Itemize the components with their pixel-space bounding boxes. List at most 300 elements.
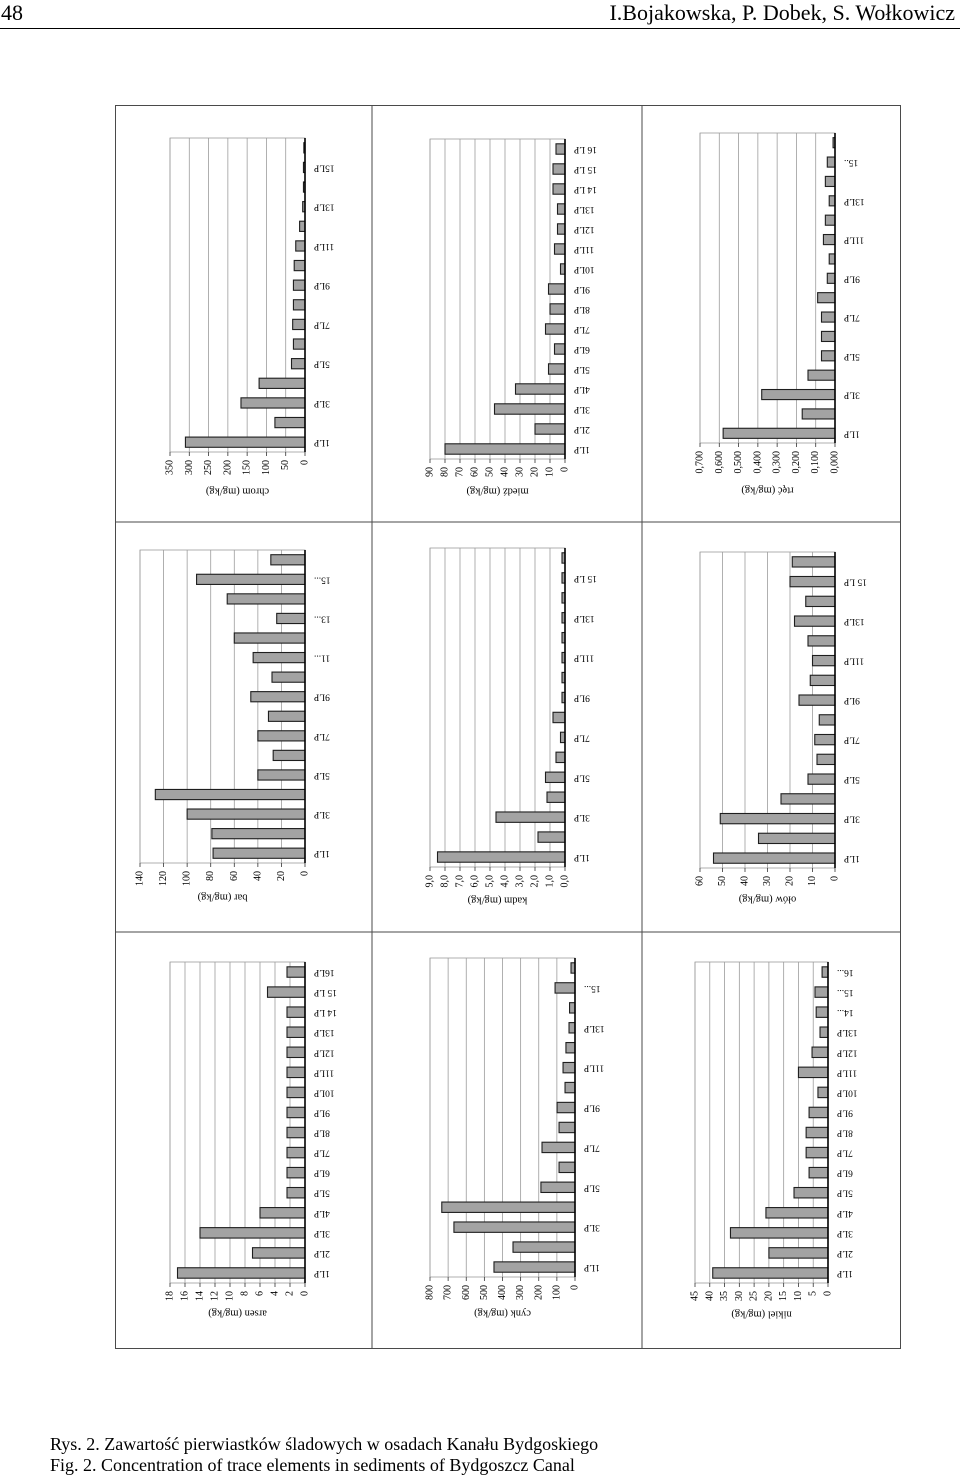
bar-cynk-8 bbox=[559, 1122, 575, 1132]
bar-miedz-15 bbox=[553, 164, 565, 174]
value-tick-label: 0 bbox=[299, 1291, 311, 1296]
bar-miedz-3 bbox=[495, 404, 566, 414]
bar-cynk-2 bbox=[513, 1242, 575, 1252]
category-label: 7LP bbox=[574, 732, 590, 743]
bar-miedz-6 bbox=[555, 344, 566, 354]
bar-bar-16 bbox=[271, 555, 305, 565]
bar-olow-14 bbox=[806, 596, 835, 606]
category-label: 15 LP bbox=[574, 572, 597, 583]
category-label: 14 LP bbox=[574, 184, 597, 194]
axis-title: arsen (mg/kg) bbox=[208, 1307, 267, 1319]
bar-chrom-3 bbox=[241, 398, 305, 408]
bar-arsen-14 bbox=[287, 1007, 305, 1017]
category-label: 13LP bbox=[837, 1027, 858, 1038]
bar-nikiel-16 bbox=[822, 967, 828, 977]
value-tick-label: 4 bbox=[269, 1291, 281, 1296]
value-tick-label: 90 bbox=[424, 467, 436, 477]
value-tick-label: 5,0 bbox=[484, 875, 496, 888]
value-tick-label: 20 bbox=[529, 467, 541, 477]
bar-rtec-14 bbox=[825, 176, 835, 186]
category-label: 13LP bbox=[584, 1022, 605, 1033]
bar-cynk-14 bbox=[570, 1003, 575, 1013]
category-label: 16... bbox=[837, 967, 854, 978]
value-tick-label: 0,200 bbox=[790, 451, 802, 474]
category-label: 2LP bbox=[837, 1247, 853, 1258]
bar-arsen-10 bbox=[287, 1087, 305, 1097]
bar-nikiel-5 bbox=[794, 1188, 828, 1198]
bar-miedz-11 bbox=[555, 244, 566, 254]
value-tick-label: 200 bbox=[533, 1285, 545, 1300]
category-label: 3LP bbox=[584, 1222, 600, 1233]
bar-olow-16 bbox=[792, 557, 835, 567]
axis-title: chrom (mg/kg) bbox=[205, 485, 270, 497]
chart-panel-cynk bbox=[425, 958, 605, 1319]
value-tick-label: 0,300 bbox=[771, 451, 783, 474]
category-label: 15 LP bbox=[574, 164, 597, 174]
category-label: 11LP bbox=[584, 1062, 605, 1073]
bar-miedz-13 bbox=[558, 204, 566, 214]
category-label: 9LP bbox=[574, 284, 590, 294]
category-label: 1LP bbox=[314, 437, 330, 448]
bar-bar-10 bbox=[272, 672, 305, 682]
bar-arsen-13 bbox=[287, 1027, 305, 1037]
category-label: 6LP bbox=[837, 1167, 853, 1178]
bar-nikiel-12 bbox=[812, 1047, 828, 1057]
bar-kadm-6 bbox=[556, 752, 565, 762]
bar-olow-6 bbox=[817, 754, 835, 764]
bar-nikiel-2 bbox=[769, 1248, 828, 1258]
category-label: 9LP bbox=[314, 280, 330, 291]
value-tick-label: 2 bbox=[284, 1291, 296, 1296]
value-tick-label: 12 bbox=[209, 1291, 221, 1301]
bar-chrom-12 bbox=[300, 221, 305, 231]
category-label: 5LP bbox=[584, 1182, 600, 1193]
value-tick-label: 600 bbox=[460, 1285, 472, 1300]
bar-rtec-9 bbox=[827, 273, 835, 283]
category-label: 7LP bbox=[574, 324, 590, 334]
bar-bar-9 bbox=[251, 692, 305, 702]
bar-arsen-11 bbox=[287, 1067, 305, 1077]
category-label: 3LP bbox=[844, 813, 860, 824]
category-label: 1LP bbox=[844, 853, 860, 864]
category-label: 7LP bbox=[314, 319, 330, 330]
category-label: 9LP bbox=[574, 692, 590, 703]
chart-panel-arsen bbox=[165, 962, 337, 1319]
value-tick-label: 6,0 bbox=[469, 875, 481, 888]
chart-panel-nikiel bbox=[690, 962, 858, 1320]
category-label: 13LP bbox=[314, 201, 335, 212]
category-label: 12LP bbox=[574, 224, 595, 234]
value-tick-label: 400 bbox=[497, 1285, 508, 1300]
category-label: 15LP bbox=[314, 162, 335, 173]
bar-olow-5 bbox=[808, 774, 835, 784]
bar-chrom-2 bbox=[275, 417, 305, 427]
value-tick-label: 8 bbox=[239, 1291, 251, 1296]
bar-nikiel-7 bbox=[806, 1147, 828, 1157]
category-label: 4LP bbox=[314, 1207, 330, 1218]
bar-nikiel-8 bbox=[806, 1127, 828, 1137]
bar-olow-12 bbox=[808, 636, 835, 646]
chart-panel-bar bbox=[135, 550, 331, 903]
category-label: 12LP bbox=[314, 1047, 335, 1058]
category-label: 3LP bbox=[314, 397, 330, 408]
bar-cynk-9 bbox=[557, 1102, 575, 1112]
category-label: 14... bbox=[837, 1007, 854, 1018]
bar-rtec-8 bbox=[818, 293, 835, 303]
chart-panel-rtec bbox=[695, 133, 865, 496]
bar-bar-5 bbox=[258, 770, 305, 780]
value-tick-label: 14 bbox=[194, 1291, 206, 1301]
bar-chrom-7 bbox=[293, 319, 305, 329]
category-label: 16LP bbox=[314, 967, 335, 978]
bar-arsen-6 bbox=[287, 1167, 305, 1177]
category-label: 13LP bbox=[574, 612, 595, 623]
category-label: 15 LP bbox=[314, 987, 337, 998]
category-label: 1LP bbox=[837, 1267, 853, 1278]
bar-rtec-4 bbox=[808, 370, 835, 380]
value-tick-label: 700 bbox=[442, 1285, 454, 1300]
value-tick-label: 40 bbox=[252, 871, 264, 881]
bar-bar-3 bbox=[187, 809, 305, 819]
bar-bar-1 bbox=[213, 848, 305, 858]
axis-title: rtęć (mg/kg) bbox=[741, 484, 794, 496]
category-label: 16 LP bbox=[574, 144, 597, 154]
category-label: 1LP bbox=[314, 1267, 330, 1278]
category-label: 3LP bbox=[837, 1227, 853, 1238]
value-tick-label: 30 bbox=[514, 467, 526, 477]
figure-frame bbox=[116, 106, 901, 1349]
category-label: 11LP bbox=[574, 652, 595, 663]
bar-olow-1 bbox=[714, 853, 836, 863]
bar-nikiel-4 bbox=[766, 1208, 828, 1218]
value-tick-label: 80 bbox=[439, 467, 451, 477]
category-label: 13LP bbox=[844, 195, 865, 206]
bar-olow-10 bbox=[810, 675, 835, 685]
category-label: 6LP bbox=[574, 344, 590, 354]
value-tick-label: 350 bbox=[164, 460, 176, 475]
bar-chrom-9 bbox=[293, 280, 305, 290]
value-tick-label: 0 bbox=[569, 1285, 581, 1290]
category-label: 1LP bbox=[574, 444, 590, 454]
value-tick-label: 4,0 bbox=[499, 875, 511, 888]
bar-kadm-2 bbox=[538, 832, 565, 842]
axis-title: miedź (mg/kg) bbox=[466, 485, 529, 497]
value-tick-label: 0,100 bbox=[810, 451, 822, 474]
bar-nikiel-10 bbox=[818, 1087, 828, 1097]
category-label: 1LP bbox=[844, 428, 860, 439]
bar-olow-15 bbox=[790, 576, 835, 586]
bar-kadm-1 bbox=[438, 852, 566, 862]
value-tick-label: 40 bbox=[739, 876, 751, 886]
bar-olow-11 bbox=[813, 655, 836, 665]
value-tick-label: 0 bbox=[299, 460, 311, 465]
bar-miedz-14 bbox=[553, 184, 565, 194]
bar-arsen-8 bbox=[287, 1127, 305, 1137]
bar-olow-3 bbox=[720, 813, 835, 823]
category-label: 15... bbox=[314, 574, 331, 585]
category-label: 13LP bbox=[314, 1027, 335, 1038]
category-label: 1LP bbox=[574, 852, 590, 863]
category-label: 7LP bbox=[314, 730, 330, 741]
bar-cynk-11 bbox=[563, 1062, 575, 1072]
page-number: 48 bbox=[1, 0, 23, 25]
bar-rtec-3 bbox=[762, 390, 835, 400]
value-tick-label: 30 bbox=[733, 1291, 745, 1301]
category-label: 8LP bbox=[314, 1127, 330, 1138]
value-tick-label: 35 bbox=[719, 1291, 731, 1301]
category-label: 8LP bbox=[837, 1127, 853, 1138]
value-tick-label: 0 bbox=[822, 1291, 834, 1296]
category-label: 11LP bbox=[837, 1067, 858, 1078]
bar-olow-9 bbox=[799, 695, 835, 705]
value-tick-label: 250 bbox=[203, 460, 215, 475]
bar-rtec-7 bbox=[822, 312, 836, 322]
value-tick-label: 50 bbox=[484, 467, 496, 477]
bar-rtec-2 bbox=[802, 409, 835, 419]
value-tick-label: 0,600 bbox=[713, 451, 725, 474]
bar-bar-4 bbox=[155, 789, 305, 799]
category-label: 15... bbox=[837, 987, 854, 998]
bar-olow-13 bbox=[795, 616, 836, 626]
category-label: 15.. bbox=[844, 157, 859, 168]
bar-rtec-6 bbox=[822, 331, 836, 341]
value-tick-label: 30 bbox=[762, 876, 773, 886]
value-tick-label: 25 bbox=[748, 1291, 760, 1301]
bar-cynk-3 bbox=[454, 1222, 575, 1232]
category-label: 12LP bbox=[837, 1047, 858, 1058]
bar-arsen-1 bbox=[178, 1268, 306, 1278]
value-tick-label: 15 bbox=[778, 1291, 790, 1301]
category-label: 9LP bbox=[837, 1107, 853, 1118]
value-tick-label: 60 bbox=[228, 871, 240, 881]
category-label: 14 LP bbox=[314, 1007, 337, 1018]
bar-chrom-4 bbox=[259, 378, 305, 388]
category-label: 3LP bbox=[314, 1227, 330, 1238]
bar-bar-6 bbox=[273, 750, 305, 760]
bar-miedz-12 bbox=[558, 224, 566, 234]
bar-olow-7 bbox=[815, 734, 835, 744]
value-tick-label: 60 bbox=[694, 876, 706, 886]
value-tick-label: 0 bbox=[299, 871, 311, 876]
category-label: 5LP bbox=[574, 772, 590, 783]
category-label: 5LP bbox=[574, 364, 590, 374]
bar-olow-8 bbox=[819, 715, 835, 725]
category-label: 9LP bbox=[844, 695, 860, 706]
value-tick-label: 40 bbox=[704, 1291, 716, 1301]
bar-cynk-15 bbox=[555, 983, 575, 993]
value-tick-label: 3,0 bbox=[514, 875, 526, 888]
bar-arsen-9 bbox=[287, 1107, 305, 1117]
category-label: 4LP bbox=[837, 1207, 853, 1218]
bar-miedz-16 bbox=[556, 144, 565, 154]
bar-arsen-12 bbox=[287, 1047, 305, 1057]
value-tick-label: 16 bbox=[179, 1291, 191, 1301]
bar-rtec-13 bbox=[829, 196, 835, 206]
category-label: 11LP bbox=[574, 244, 595, 254]
value-tick-label: 9,0 bbox=[424, 875, 436, 888]
category-label: 3LP bbox=[574, 404, 590, 414]
axis-title: bar (mg/kg) bbox=[197, 891, 248, 903]
category-label: 10LP bbox=[837, 1087, 858, 1098]
running-header-authors: I.Bojakowska, P. Dobek, S. Wołkowicz bbox=[609, 0, 955, 25]
bar-arsen-3 bbox=[200, 1228, 305, 1238]
bar-rtec-1 bbox=[723, 428, 835, 438]
value-tick-label: 500 bbox=[478, 1285, 490, 1300]
value-tick-label: 10 bbox=[792, 1291, 804, 1301]
bar-chrom-8 bbox=[293, 300, 305, 310]
category-label: 5LP bbox=[314, 769, 330, 780]
axis-title: ołów (mg/kg) bbox=[738, 893, 797, 905]
value-tick-label: 0,400 bbox=[752, 451, 764, 474]
category-label: 7LP bbox=[584, 1142, 600, 1153]
category-label: 10LP bbox=[574, 264, 595, 274]
category-label: 7LP bbox=[837, 1147, 853, 1158]
value-tick-label: 100 bbox=[551, 1285, 563, 1300]
axis-title: cynk (mg/kg) bbox=[474, 1307, 531, 1319]
value-tick-label: 20 bbox=[763, 1291, 775, 1301]
value-tick-label: 100 bbox=[260, 460, 272, 475]
bar-kadm-4 bbox=[547, 792, 565, 802]
bar-kadm-3 bbox=[496, 812, 565, 822]
bar-cynk-10 bbox=[565, 1082, 575, 1092]
chart-panel-miedz bbox=[425, 139, 597, 497]
category-label: 15 LP bbox=[844, 576, 867, 587]
value-tick-label: 0,000 bbox=[829, 451, 841, 474]
value-tick-label: 1,0 bbox=[544, 875, 556, 888]
bar-rtec-15 bbox=[827, 157, 835, 167]
bar-nikiel-14 bbox=[816, 1007, 828, 1017]
category-label: 1LP bbox=[584, 1262, 600, 1273]
value-tick-label: 0,0 bbox=[559, 875, 571, 888]
value-tick-label: 0,500 bbox=[733, 451, 745, 474]
category-label: 13LP bbox=[844, 616, 865, 627]
value-tick-label: 50 bbox=[717, 876, 728, 886]
bar-olow-4 bbox=[781, 794, 835, 804]
figure-caption-english: Fig. 2. Concentration of trace elements in sediments of Bydgoszcz Canal bbox=[50, 1455, 575, 1475]
bar-arsen-2 bbox=[253, 1248, 306, 1258]
category-label: 9LP bbox=[584, 1102, 600, 1113]
category-label: 5LP bbox=[844, 350, 860, 361]
bar-chrom-5 bbox=[292, 359, 306, 369]
category-label: 5LP bbox=[837, 1187, 853, 1198]
axis-title: nikiel (mg/kg) bbox=[731, 1308, 792, 1320]
bar-rtec-5 bbox=[822, 351, 836, 361]
bar-cynk-4 bbox=[442, 1202, 575, 1212]
bar-bar-8 bbox=[268, 711, 305, 721]
bar-nikiel-11 bbox=[798, 1067, 828, 1077]
category-label: 3LP bbox=[574, 812, 590, 823]
bar-cynk-5 bbox=[541, 1182, 575, 1192]
bar-nikiel-6 bbox=[809, 1167, 828, 1177]
bar-rtec-10 bbox=[829, 254, 835, 264]
category-label: 8LP bbox=[574, 304, 590, 314]
bar-kadm-8 bbox=[553, 712, 565, 722]
bar-cynk-13 bbox=[569, 1023, 575, 1033]
bar-arsen-15 bbox=[268, 987, 306, 997]
value-tick-label: 10 bbox=[807, 876, 818, 886]
value-tick-label: 10 bbox=[224, 1291, 236, 1301]
bar-chrom-1 bbox=[185, 437, 305, 447]
value-tick-label: 50 bbox=[280, 460, 292, 470]
value-tick-label: 0,700 bbox=[694, 451, 706, 474]
value-tick-label: 140 bbox=[134, 871, 146, 886]
bar-nikiel-15 bbox=[815, 987, 828, 997]
bar-chrom-6 bbox=[293, 339, 305, 349]
category-label: 11... bbox=[314, 652, 331, 663]
bar-bar-2 bbox=[212, 829, 305, 839]
category-label: 15... bbox=[584, 982, 601, 993]
category-label: 9LP bbox=[314, 691, 330, 702]
category-label: 7LP bbox=[314, 1147, 330, 1158]
bar-miedz-1 bbox=[445, 444, 565, 454]
category-label: 3LP bbox=[844, 389, 860, 400]
category-label: 5LP bbox=[314, 358, 330, 369]
bar-miedz-7 bbox=[546, 324, 566, 334]
value-tick-label: 800 bbox=[424, 1285, 436, 1300]
value-tick-label: 120 bbox=[158, 871, 170, 886]
bar-bar-15 bbox=[197, 574, 305, 584]
bar-arsen-16 bbox=[287, 967, 305, 977]
category-label: 11LP bbox=[844, 234, 865, 245]
value-tick-label: 6 bbox=[254, 1291, 266, 1296]
bar-arsen-7 bbox=[287, 1147, 305, 1157]
category-label: 5LP bbox=[844, 774, 860, 785]
bar-cynk-12 bbox=[566, 1043, 575, 1053]
category-label: 13... bbox=[314, 613, 331, 624]
value-tick-label: 40 bbox=[499, 467, 511, 477]
bar-miedz-4 bbox=[516, 384, 566, 394]
category-label: 5LP bbox=[314, 1187, 330, 1198]
category-label: 11LP bbox=[314, 240, 335, 251]
bar-arsen-5 bbox=[287, 1188, 305, 1198]
bar-chrom-10 bbox=[294, 260, 305, 270]
bar-olow-2 bbox=[759, 833, 836, 843]
bar-chrom-11 bbox=[296, 241, 305, 251]
value-tick-label: 20 bbox=[784, 876, 796, 886]
bar-bar-7 bbox=[258, 731, 305, 741]
category-label: 1LP bbox=[314, 848, 330, 859]
bar-bar-13 bbox=[277, 613, 305, 623]
bar-nikiel-9 bbox=[809, 1107, 828, 1117]
value-tick-label: 20 bbox=[275, 871, 287, 881]
value-tick-label: 200 bbox=[222, 460, 234, 475]
category-label: 6LP bbox=[314, 1167, 330, 1178]
value-tick-label: 300 bbox=[515, 1285, 527, 1300]
category-label: 9LP bbox=[314, 1107, 330, 1118]
chart-panel-olow bbox=[695, 552, 867, 905]
category-label: 10LP bbox=[314, 1087, 335, 1098]
bar-cynk-7 bbox=[542, 1142, 575, 1152]
value-tick-label: 150 bbox=[241, 460, 253, 475]
category-label: 3LP bbox=[314, 809, 330, 820]
bar-bar-14 bbox=[227, 594, 305, 604]
bar-miedz-5 bbox=[549, 364, 566, 374]
value-tick-label: 45 bbox=[689, 1291, 701, 1301]
bar-rtec-11 bbox=[823, 235, 835, 245]
value-tick-label: 0 bbox=[829, 876, 841, 881]
figure-caption-polish: Rys. 2. Zawartość pierwiastków śladowych w osadach Kanału Bydgoskiego bbox=[50, 1434, 599, 1454]
bar-arsen-4 bbox=[260, 1208, 305, 1218]
category-label: 9LP bbox=[844, 273, 860, 284]
bar-miedz-2 bbox=[535, 424, 565, 434]
value-tick-label: 0 bbox=[559, 467, 571, 472]
category-label: 11LP bbox=[314, 1067, 335, 1078]
bar-bar-11 bbox=[253, 653, 305, 663]
value-tick-label: 7,0 bbox=[454, 875, 466, 888]
category-label: 4LP bbox=[574, 384, 590, 394]
bar-rtec-12 bbox=[825, 215, 835, 225]
category-label: 2LP bbox=[314, 1247, 330, 1258]
